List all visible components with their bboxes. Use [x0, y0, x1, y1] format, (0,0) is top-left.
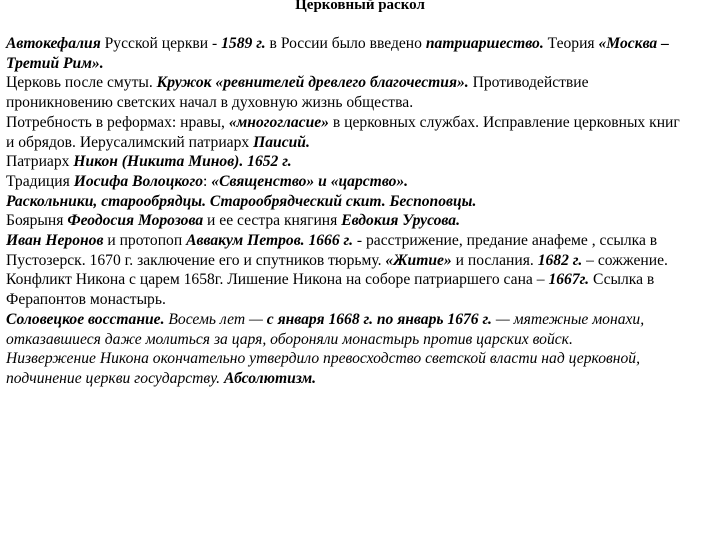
text-segment: Восемь лет —: [164, 310, 267, 328]
text-segment: патриаршество.: [425, 35, 544, 52]
text-line: [6, 133, 712, 153]
text-line: [6, 172, 712, 192]
text-line: [6, 93, 712, 113]
text-segment: «многогласие»: [228, 113, 329, 131]
document-body: [6, 34, 712, 389]
text-segment: Паисий.: [253, 133, 310, 151]
text-segment: Иосифа Волоцкого: [73, 172, 204, 190]
text-segment: «Житие»: [385, 251, 452, 269]
text-line: [6, 349, 712, 369]
text-segment: отказавшиеся даже молиться за царя, обороняли монастырь против царских войск.: [6, 330, 573, 348]
text-segment: и послания.: [451, 251, 538, 269]
text-segment: Церковь после смуты.: [6, 74, 157, 92]
text-segment: Абсолютизм.: [223, 369, 317, 387]
text-line: [6, 113, 712, 133]
text-segment: Кружок «ревнителей древлего благочестия».: [156, 74, 469, 92]
text-segment: Ссылка в: [589, 271, 655, 289]
text-segment: :: [203, 172, 212, 190]
text-segment: Традиция: [6, 172, 74, 190]
text-segment: в церковных службах. Исправление церковных книг: [328, 113, 680, 131]
text-segment: и протопоп: [103, 232, 187, 250]
text-segment: Пустозерск. 1670 г. заключение его и спутников тюрьму.: [6, 251, 386, 269]
text-segment: Соловецкое восстание.: [6, 310, 165, 328]
text-segment: Аввакум Петров. 1666 г.: [186, 232, 354, 250]
text-segment: Низвержение Никона окончательно утвердило превосходство светской власти над церковной,: [6, 350, 640, 368]
text-segment: проникновению светских начал в духовную жизнь общества.: [6, 94, 414, 112]
text-segment: и обрядов. Иерусалимский патриарх: [6, 133, 254, 151]
text-line: [6, 330, 712, 350]
text-line: [6, 34, 712, 54]
text-segment: Ферапонтов монастырь.: [6, 291, 166, 309]
text-line: [6, 310, 712, 330]
text-line: [6, 54, 712, 74]
text-segment: подчинение церкви государству.: [6, 369, 224, 387]
text-segment: Русской церкви -: [100, 35, 222, 52]
text-segment: Конфликт Никона с царем 1658г. Лишение Никона на соборе патриаршего сана –: [6, 271, 549, 289]
text-segment: Феодосия Морозова: [67, 212, 204, 230]
text-line: [6, 231, 712, 251]
text-segment: Автокефалия: [6, 35, 101, 52]
text-line: [6, 192, 712, 212]
text-line: [6, 211, 712, 231]
text-segment: 1682 г.: [537, 251, 583, 269]
text-segment: Иван Неронов: [6, 232, 104, 250]
text-segment: Боярыня: [6, 212, 68, 230]
text-line: [6, 369, 712, 389]
text-segment: с января 1668 г. по январь 1676 г.: [266, 310, 492, 328]
text-line: [6, 251, 712, 271]
text-segment: Раскольники, старообрядцы. Старообрядческий скит. Беспоповцы.: [6, 192, 477, 210]
page-title: Церковный раскол: [295, 0, 425, 13]
text-segment: - расстрижение, предание анафеме , ссылка в: [353, 232, 658, 250]
text-segment: 1667г.: [548, 271, 590, 289]
text-segment: Потребность в реформах: нравы,: [6, 113, 229, 131]
text-line: [6, 270, 712, 290]
text-segment: Третий Рим».: [6, 54, 104, 72]
text-segment: Патриарх: [6, 153, 74, 171]
text-segment: Противодействие: [468, 74, 589, 92]
text-line: [6, 73, 712, 93]
text-segment: «Священство» и «царство».: [211, 172, 409, 190]
text-line: [6, 152, 712, 172]
text-segment: в России было введено: [265, 35, 426, 52]
text-line: [6, 290, 712, 310]
text-segment: — мятежные монахи,: [491, 310, 645, 328]
text-segment: – сожжение.: [582, 251, 668, 269]
text-segment: 1589 г.: [221, 35, 266, 52]
text-segment: Теория: [543, 35, 599, 52]
text-segment: «Москва –: [598, 35, 669, 52]
text-segment: и ее сестра княгиня: [203, 212, 342, 230]
text-segment: Никон (Никита Минов). 1652 г.: [73, 153, 292, 171]
text-segment: Евдокия Урусова.: [341, 212, 460, 230]
